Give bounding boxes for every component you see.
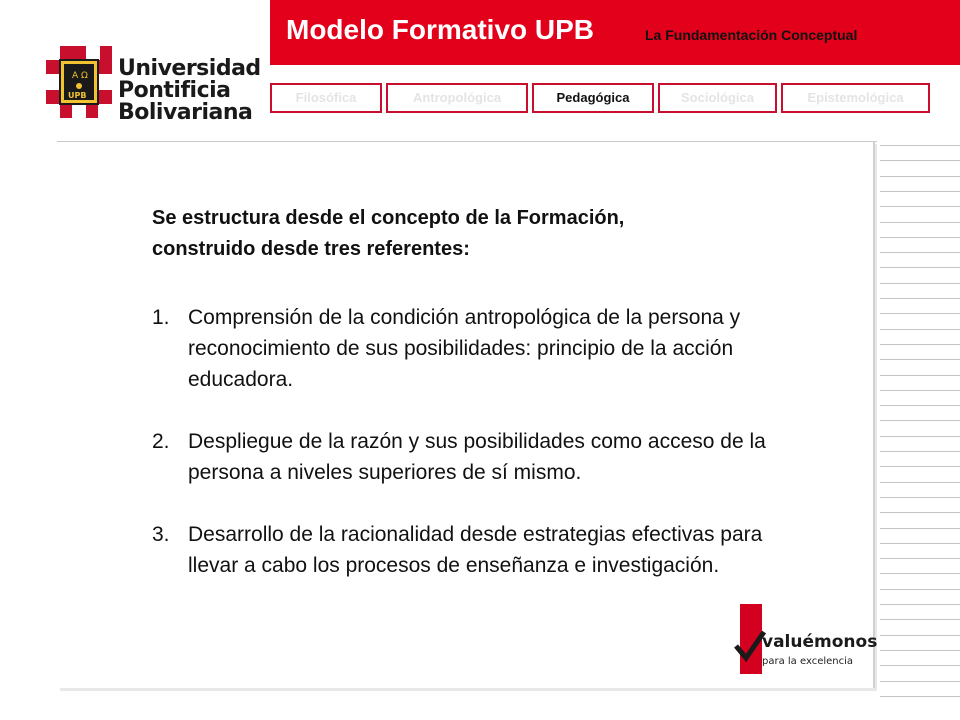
ruled-line	[880, 650, 960, 651]
ruled-line	[880, 466, 960, 467]
valuemonos-badge	[728, 604, 878, 682]
ruled-line	[880, 619, 960, 620]
badge-subtitle: para la excelencia	[762, 656, 854, 667]
list-item-text: Desarrollo de la racionalidad desde estrategias efectivas para llevar a cabo los procesos de enseñanza e investigación.	[188, 523, 763, 577]
ruled-line	[880, 573, 960, 574]
heading-line: construido desde tres referentes:	[152, 238, 470, 260]
ruled-line	[880, 176, 960, 177]
list-item-number: 2.	[152, 430, 170, 453]
ruled-line	[880, 222, 960, 223]
ruled-line	[880, 528, 960, 529]
list-item	[152, 426, 792, 488]
svg-text:A: A	[72, 71, 79, 81]
ruled-line	[880, 451, 960, 452]
ruled-line	[880, 681, 960, 682]
ruled-line	[880, 665, 960, 666]
ruled-line	[880, 482, 960, 483]
ruled-line	[880, 267, 960, 268]
ruled-line	[880, 237, 960, 238]
ruled-line	[880, 359, 960, 360]
referents-list	[152, 302, 792, 612]
ruled-line	[880, 252, 960, 253]
list-item-number: 3.	[152, 523, 170, 546]
tab-pedagogica[interactable]: Pedagógica	[532, 83, 654, 113]
ruled-line	[880, 436, 960, 437]
university-logo-text	[118, 58, 261, 124]
ruled-line	[880, 390, 960, 391]
page-subtitle: La Fundamentación Conceptual	[645, 27, 858, 43]
divider	[873, 141, 875, 688]
ruled-line	[880, 375, 960, 376]
list-item-number: 1.	[152, 306, 170, 329]
svg-text:Ω: Ω	[81, 71, 88, 81]
ruled-line	[880, 405, 960, 406]
logo-line: Bolivariana	[118, 100, 253, 125]
ruled-line	[880, 283, 960, 284]
ruled-line	[880, 604, 960, 605]
ruled-line	[880, 696, 960, 697]
tab-antropologica[interactable]: Antropológica	[386, 83, 528, 113]
list-item	[152, 519, 792, 581]
ruled-line	[880, 160, 960, 161]
list-item	[152, 302, 792, 395]
ruled-line	[880, 497, 960, 498]
ruled-line	[880, 512, 960, 513]
ruled-line	[880, 344, 960, 345]
ruled-line	[880, 558, 960, 559]
badge-word: valuémonos	[762, 632, 878, 652]
tab-filosofica[interactable]: Filosófica	[270, 83, 382, 113]
ruled-line	[880, 589, 960, 590]
heading-line: Se estructura desde el concepto de la Formación,	[152, 207, 625, 229]
ruled-line	[880, 298, 960, 299]
ruled-line	[880, 635, 960, 636]
university-crest-icon	[46, 46, 112, 118]
crest-text: UPB	[68, 91, 87, 100]
logo-line: Universidad	[118, 56, 261, 81]
tab-sociologica[interactable]: Sociológica	[658, 83, 777, 113]
content-heading	[152, 203, 812, 265]
ruled-line	[880, 329, 960, 330]
ruled-lines-decoration	[880, 145, 960, 715]
ruled-line	[880, 313, 960, 314]
divider	[57, 141, 877, 142]
logo-line: Pontificia	[118, 78, 231, 103]
ruled-line	[880, 145, 960, 146]
tab-epistemologica[interactable]: Epistemológica	[781, 83, 930, 113]
ruled-line	[880, 206, 960, 207]
ruled-line	[880, 543, 960, 544]
list-item-text: Despliegue de la razón y sus posibilidades como acceso de la persona a niveles superiores de sí mismo.	[188, 430, 766, 484]
page-title: Modelo Formativo UPB	[286, 14, 595, 45]
ruled-line	[880, 191, 960, 192]
ruled-line	[880, 420, 960, 421]
list-item-text: Comprensión de la condición antropológica de la persona y reconocimiento de sus posibilidades: principio de la acción educadora.	[188, 306, 741, 391]
